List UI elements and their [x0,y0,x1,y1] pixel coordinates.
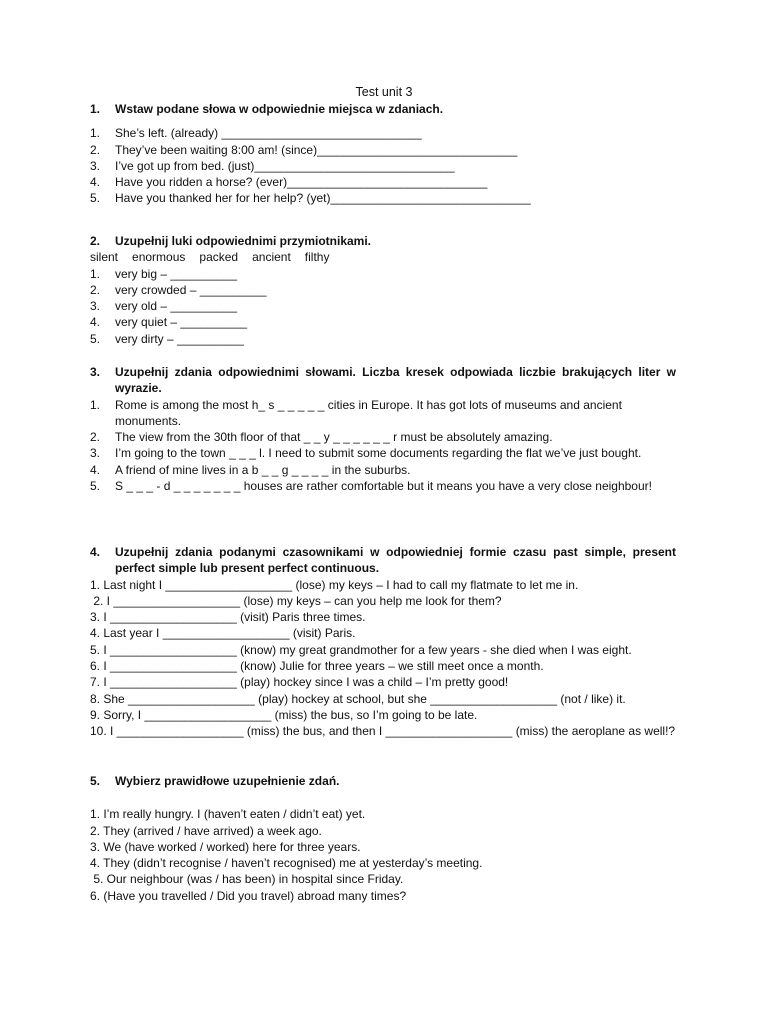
section-1-list [90,125,676,206]
list-item: 3. I ___________________ (visit) Paris three times. [90,610,366,625]
list-item: 2. They (arrived / have arrived) a week ago. [90,823,322,838]
word-bank-item: ancient [252,250,291,265]
list-item: 3. We (have worked / worked) here for three years. [90,839,361,854]
section-5-heading: 5. Wybierz prawidłowe uzupełnienie zdań. [90,774,340,788]
list-item: 1. Last night I ___________________ (lose) my keys – I had to call my flatmate to let me in. [90,577,579,592]
section-3-list [90,397,676,495]
list-item: 3. very old – __________ [90,299,238,314]
list-item: 1. She’s left. (already) ______________________________ [90,126,422,141]
list-item: 4. They (didn’t recognise / haven’t recognised) me at yesterday’s meeting. [90,856,483,871]
list-item: 2. I ___________________ (lose) my keys – can you help me look for them? [90,593,502,608]
section-3 [90,364,676,494]
word-bank [90,249,676,265]
list-item: 7. I ___________________ (play) hockey since I was a child – I’m pretty good! [90,675,509,690]
list-item: 4. Last year I ___________________ (visit) Paris. [90,626,356,641]
section-4-list [90,577,676,740]
list-item: 9. Sorry, I ___________________ (miss) the bus, so I’m going to be late. [90,707,478,722]
section-3-heading: 3. Uzupełnij zdania odpowiednimi słowami. Liczba kresek odpowiada liczbie brakujących liter w wyrazie. [90,365,676,396]
list-item: 5. Our neighbour (was / has been) in hospital since Friday. [90,872,404,887]
list-item: 2. The view from the 30th floor of that _ _ y _ _ _ _ _ _ r must be absolutely amazing. [90,430,553,445]
section-1 [90,101,676,207]
word-bank-item: packed [199,250,239,265]
list-item: 6. (Have you travelled / Did you travel) abroad many times? [90,888,407,903]
list-item: 3. I’ve got up from bed. (just)______________________________ [90,158,455,173]
list-item: 2. very crowded – __________ [90,282,267,297]
section-2-list [90,266,676,347]
list-item: 5. Have you thanked her for her help? (yet)______________________________ [90,191,531,206]
list-item: 5. very dirty – __________ [90,331,244,346]
list-item: 5. I ___________________ (know) my great grandmother for a few years - she died when I was eight. [90,642,632,657]
section-4-heading: 4. Uzupełnij zdania podanymi czasownikami w odpowiedniej formie czasu past simple, present perfect simple lub present perfect continuous. [90,545,676,576]
list-item: 2. They’ve been waiting 8:00 am! (since)______________________________ [90,142,518,157]
list-item: 1. Rome is among the most h_ s _ _ _ _ _ cities in Europe. It has got lots of museums and ancient monuments. [90,397,622,428]
page-title: Test unit 3 [355,85,413,99]
list-item: 1. I’m really hungry. I (haven’t eaten / didn’t eat) yet. [90,807,366,822]
section-5 [90,773,676,904]
list-item: 4. Have you ridden a horse? (ever)______________________________ [90,175,488,190]
section-4 [90,544,676,740]
list-item: 3. I’m going to the town _ _ _ l. I need to submit some documents regarding the flat we’ve just bought. [90,446,642,461]
list-item: 1. very big – __________ [90,266,238,281]
list-item: 4. very quiet – __________ [90,315,248,330]
section-5-list [90,806,676,904]
list-item: 10. I ___________________ (miss) the bus, and then I ___________________ (miss) the aeroplane as well!? [90,724,676,739]
section-2-heading: 2. Uzupełnij luki odpowiednimi przymiotnikami. [90,234,372,248]
list-item: 6. I ___________________ (know) Julie for three years – we still meet once a month. [90,659,544,674]
section-1-heading: 1. Wstaw podane słowa w odpowiednie miejsca w zdaniach. [90,102,444,116]
list-item: 5. S _ _ _ - d _ _ _ _ _ _ _ houses are rather comfortable but it means you have a very close neighbour! [90,479,652,494]
list-item: 4. A friend of mine lives in a b _ _ g _ _ _ _ in the suburbs. [90,462,411,477]
word-bank-item: enormous [132,250,186,265]
word-bank-item: filthy [304,250,330,265]
section-2 [90,233,676,347]
word-bank-item: silent [90,250,119,265]
list-item: 8. She ___________________ (play) hockey at school, but she ___________________ (not / like) it. [90,691,626,706]
